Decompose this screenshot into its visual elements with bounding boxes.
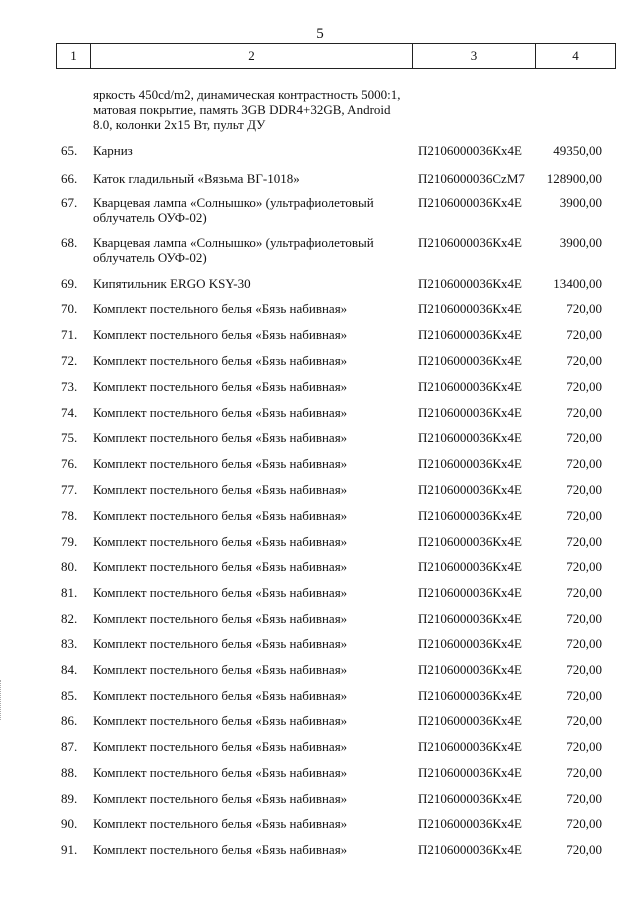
item-name: Комплект постельного белья «Бязь набивная» — [93, 405, 348, 420]
row-number: 67. — [61, 195, 78, 210]
item-name: Комплект постельного белья «Бязь набивная» — [93, 379, 348, 394]
row-number: 75. — [61, 430, 78, 445]
item-name: Комплект постельного белья «Бязь набивная» — [93, 353, 348, 368]
item-code: П2106000036Кх4Е — [418, 739, 522, 754]
item-price: 3900,00 — [559, 235, 602, 250]
item-name: Комплект постельного белья «Бязь набивная» — [93, 430, 348, 445]
item-price: 720,00 — [566, 791, 602, 806]
row-number: 80. — [61, 559, 78, 574]
row-number: 66. — [61, 171, 78, 186]
row-number: 71. — [61, 327, 78, 342]
continuation-text: яркость 450cd/m2, динамическая контрастность 5000:1, матовая покрытие, память 3GB DDR4+32GB, Android 8.0, колонки 2x15 Вт, пульт ДУ — [93, 87, 401, 132]
row-number: 85. — [61, 688, 78, 703]
table-header — [56, 43, 616, 69]
item-name: Комплект постельного белья «Бязь набивная» — [93, 456, 348, 471]
item-name: Комплект постельного белья «Бязь набивная» — [93, 713, 348, 728]
row-number: 82. — [61, 611, 78, 626]
item-price: 720,00 — [566, 842, 602, 857]
row-number: 65. — [61, 143, 78, 158]
item-name: Комплект постельного белья «Бязь набивная» — [93, 662, 348, 677]
row-number: 79. — [61, 534, 78, 549]
item-code: П2106000036Кх4Е — [418, 816, 522, 831]
item-name: Комплект постельного белья «Бязь набивная» — [93, 327, 348, 342]
item-price: 720,00 — [566, 534, 602, 549]
item-code: П2106000036Кх4Е — [418, 534, 522, 549]
item-code: П2106000036Кх4Е — [418, 611, 522, 626]
row-number: 87. — [61, 739, 78, 754]
scan-artifact — [0, 680, 7, 720]
item-name: Комплект постельного белья «Бязь набивная» — [93, 482, 348, 497]
row-number: 70. — [61, 301, 78, 316]
item-price: 720,00 — [566, 456, 602, 471]
row-number: 68. — [61, 235, 78, 250]
item-price: 720,00 — [566, 482, 602, 497]
item-name: Карниз — [93, 143, 133, 158]
item-code: П2106000036Кх4Е — [418, 636, 522, 651]
item-price: 720,00 — [566, 611, 602, 626]
item-name: Комплект постельного белья «Бязь набивная» — [93, 301, 348, 316]
item-name: Комплект постельного белья «Бязь набивная» — [93, 636, 348, 651]
item-price: 720,00 — [566, 765, 602, 780]
item-name: Каток гладильный «Вязьма ВГ-1018» — [93, 171, 300, 186]
page-number: 5 — [316, 26, 324, 42]
item-code: П2106000036Кх4Е — [418, 353, 522, 368]
item-name: Комплект постельного белья «Бязь набивная» — [93, 611, 348, 626]
item-code: П2106000036Кх4Е — [418, 456, 522, 471]
item-price: 720,00 — [566, 739, 602, 754]
item-code: П2106000036Кх4Е — [418, 765, 522, 780]
item-price: 720,00 — [566, 559, 602, 574]
header-col-4: 4 — [572, 48, 579, 63]
item-price: 720,00 — [566, 430, 602, 445]
item-price: 128900,00 — [546, 171, 602, 186]
item-name: Кварцевая лампа «Солнышко» (ультрафиолетовый облучатель ОУФ-02) — [93, 195, 374, 225]
item-name: Кипятильник ERGO KSY-30 — [93, 276, 251, 291]
item-code: П2106000036Кх4Е — [418, 235, 522, 250]
item-code: П2106000036Кх4Е — [418, 430, 522, 445]
item-code: П2106000036Кх4Е — [418, 195, 522, 210]
item-name: Комплект постельного белья «Бязь набивная» — [93, 508, 348, 523]
row-number: 69. — [61, 276, 78, 291]
row-number: 83. — [61, 636, 78, 651]
item-price: 720,00 — [566, 816, 602, 831]
row-number: 78. — [61, 508, 78, 523]
item-price: 720,00 — [566, 379, 602, 394]
item-price: 3900,00 — [559, 195, 602, 210]
item-code: П2106000036Кх4Е — [418, 713, 522, 728]
item-price: 720,00 — [566, 636, 602, 651]
item-price: 720,00 — [566, 585, 602, 600]
item-name: Кварцевая лампа «Солнышко» (ультрафиолетовый облучатель ОУФ-02) — [93, 235, 374, 265]
row-number: 73. — [61, 379, 78, 394]
item-price: 720,00 — [566, 508, 602, 523]
item-price: 49350,00 — [553, 143, 602, 158]
item-name: Комплект постельного белья «Бязь набивная» — [93, 688, 348, 703]
row-number: 90. — [61, 816, 78, 831]
item-price: 720,00 — [566, 688, 602, 703]
item-name: Комплект постельного белья «Бязь набивная» — [93, 791, 348, 806]
item-price: 720,00 — [566, 713, 602, 728]
row-number: 81. — [61, 585, 78, 600]
item-name: Комплект постельного белья «Бязь набивная» — [93, 765, 348, 780]
header-col-2: 2 — [91, 44, 413, 68]
row-number: 76. — [61, 456, 78, 471]
item-code: П2106000036Кх4Е — [418, 662, 522, 677]
item-code: П2106000036Кх4Е — [418, 842, 522, 857]
item-code: П2106000036СzМ7 — [418, 171, 525, 186]
item-code: П2106000036Кх4Е — [418, 559, 522, 574]
item-name: Комплект постельного белья «Бязь набивная» — [93, 739, 348, 754]
item-code: П2106000036Кх4Е — [418, 508, 522, 523]
item-price: 720,00 — [566, 662, 602, 677]
item-code: П2106000036Кх4Е — [418, 379, 522, 394]
item-code: П2106000036Кх4Е — [418, 405, 522, 420]
item-code: П2106000036Кх4Е — [418, 301, 522, 316]
item-price: 720,00 — [566, 301, 602, 316]
row-number: 72. — [61, 353, 78, 368]
item-price: 13400,00 — [553, 276, 602, 291]
item-name: Комплект постельного белья «Бязь набивная» — [93, 842, 348, 857]
item-price: 720,00 — [566, 327, 602, 342]
row-number: 74. — [61, 405, 78, 420]
item-code: П2106000036Кх4Е — [418, 327, 522, 342]
header-col-3: 3 — [413, 44, 536, 68]
item-name: Комплект постельного белья «Бязь набивная» — [93, 585, 348, 600]
item-name: Комплект постельного белья «Бязь набивная» — [93, 559, 348, 574]
item-name: Комплект постельного белья «Бязь набивная» — [93, 816, 348, 831]
item-code: П2106000036Кх4Е — [418, 482, 522, 497]
item-code: П2106000036Кх4Е — [418, 791, 522, 806]
item-name: Комплект постельного белья «Бязь набивная» — [93, 534, 348, 549]
row-number: 91. — [61, 842, 78, 857]
row-number: 88. — [61, 765, 78, 780]
row-number: 77. — [61, 482, 78, 497]
row-number: 89. — [61, 791, 78, 806]
item-price: 720,00 — [566, 405, 602, 420]
item-code: П2106000036Кх4Е — [418, 688, 522, 703]
header-col-1: 1 — [57, 44, 91, 68]
item-code: П2106000036Кх4Е — [418, 143, 522, 158]
row-number: 86. — [61, 713, 78, 728]
item-price: 720,00 — [566, 353, 602, 368]
row-number: 84. — [61, 662, 78, 677]
item-code: П2106000036Кх4Е — [418, 276, 522, 291]
item-code: П2106000036Кх4Е — [418, 585, 522, 600]
